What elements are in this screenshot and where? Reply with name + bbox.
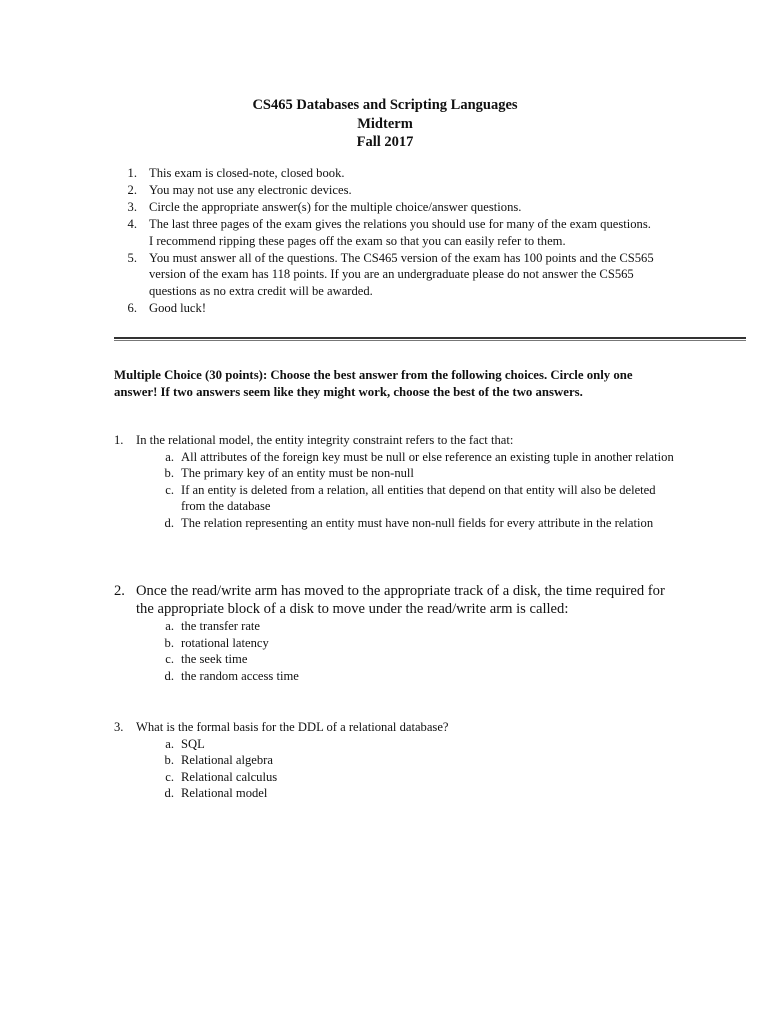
option-text: If an entity is deleted from a relation, all entities that depend on that entity will also be deleted from the database bbox=[181, 482, 656, 514]
question-text: In the relational model, the entity integrity constraint refers to the fact that: bbox=[136, 433, 514, 447]
instruction-item bbox=[115, 199, 655, 216]
option-letter: a. bbox=[165, 736, 174, 751]
instruction-number: 4. bbox=[127, 216, 137, 231]
option-text: The relation representing an entity must have non-null fields for every attribute in the relation bbox=[181, 515, 654, 530]
instruction-item bbox=[115, 182, 655, 199]
option-text: the seek time bbox=[181, 652, 248, 667]
instruction-number: 5. bbox=[127, 250, 137, 265]
option-text: the transfer rate bbox=[181, 619, 261, 633]
option-text: Relational calculus bbox=[181, 769, 278, 784]
course-title: CS465 Databases and Scripting Languages bbox=[252, 97, 518, 113]
option-text: The primary key of an entity must be non-null bbox=[181, 466, 414, 481]
question-text: What is the formal basis for the DDL of a relational database? bbox=[136, 720, 449, 734]
question-1 bbox=[114, 432, 674, 532]
instruction-item bbox=[115, 250, 655, 301]
option-text: Relational model bbox=[181, 786, 268, 801]
question-3 bbox=[114, 719, 674, 802]
instruction-text: This exam is closed-note, closed book. bbox=[149, 166, 345, 180]
answer-options bbox=[114, 449, 674, 532]
answer-option-d[interactable] bbox=[114, 785, 674, 802]
question-number: 2. bbox=[114, 583, 125, 599]
multiple-choice-heading: Multiple Choice (30 points): Choose the best answer from the following choices. Circle only one answer! If two answers seem like they might work, choose the best of the two answers. bbox=[114, 368, 633, 399]
question-2 bbox=[114, 582, 674, 684]
exam-term: Fall 2017 bbox=[356, 134, 414, 150]
question-text: Once the read/write arm has moved to the appropriate track of a disk, the time required for the appropriate block of a disk to move under the read/write arm is called: bbox=[136, 583, 665, 617]
question-number: 3. bbox=[114, 720, 124, 734]
exam-header bbox=[0, 96, 770, 152]
answer-option-c[interactable] bbox=[114, 482, 674, 515]
answer-option-b[interactable] bbox=[114, 635, 674, 652]
option-letter: a. bbox=[165, 619, 174, 633]
option-text: All attributes of the foreign key must be null or else reference an existing tuple in another relation bbox=[181, 449, 674, 464]
instruction-text: You must answer all of the questions. The CS465 version of the exam has 100 points and the CS565 version of the exam has 118 points. If you are an undergraduate please do not answer the CS565 questions as no extra credit will be awarded. bbox=[149, 250, 654, 299]
answer-options bbox=[114, 736, 674, 802]
option-text: rotational latency bbox=[181, 635, 269, 650]
question-stem bbox=[114, 719, 674, 736]
option-letter: d. bbox=[164, 515, 174, 530]
instruction-number: 1. bbox=[127, 166, 137, 180]
option-text: SQL bbox=[181, 736, 205, 751]
option-letter: d. bbox=[164, 668, 174, 683]
option-letter: b. bbox=[164, 635, 174, 650]
answer-option-a[interactable] bbox=[114, 449, 674, 466]
answer-option-d[interactable] bbox=[114, 515, 674, 532]
instruction-text: You may not use any electronic devices. bbox=[149, 182, 352, 197]
instruction-number: 6. bbox=[127, 301, 137, 316]
answer-option-a[interactable] bbox=[114, 618, 674, 635]
answer-option-b[interactable] bbox=[114, 752, 674, 769]
option-text: Relational algebra bbox=[181, 753, 273, 768]
option-text: the random access time bbox=[181, 668, 299, 683]
instruction-number: 2. bbox=[127, 182, 137, 197]
instruction-item bbox=[115, 300, 655, 317]
option-letter: c. bbox=[165, 482, 174, 497]
answer-options bbox=[114, 618, 674, 684]
section-divider bbox=[114, 337, 746, 341]
question-stem bbox=[114, 582, 674, 618]
option-letter: b. bbox=[164, 466, 174, 481]
answer-option-c[interactable] bbox=[114, 651, 674, 668]
question-stem bbox=[114, 432, 674, 449]
option-letter: a. bbox=[165, 449, 174, 464]
answer-option-d[interactable] bbox=[114, 668, 674, 685]
instruction-text: Circle the appropriate answer(s) for the multiple choice/answer questions. bbox=[149, 199, 522, 214]
instruction-item bbox=[115, 165, 655, 182]
instruction-item bbox=[115, 216, 655, 250]
answer-option-c[interactable] bbox=[114, 769, 674, 786]
instruction-number: 3. bbox=[127, 199, 137, 214]
answer-option-a[interactable] bbox=[114, 736, 674, 753]
answer-option-b[interactable] bbox=[114, 465, 674, 482]
option-letter: d. bbox=[164, 786, 174, 801]
option-letter: c. bbox=[165, 652, 174, 667]
instruction-text: The last three pages of the exam gives the relations you should use for many of the exam questions. I recommend ripping these pages off the exam so that you can easily refer to them. bbox=[149, 216, 651, 248]
question-number: 1. bbox=[114, 433, 124, 447]
option-letter: c. bbox=[165, 769, 174, 784]
option-letter: b. bbox=[164, 753, 174, 768]
instruction-text: Good luck! bbox=[149, 301, 207, 316]
instructions-list bbox=[115, 165, 655, 317]
exam-title: Midterm bbox=[357, 115, 413, 132]
